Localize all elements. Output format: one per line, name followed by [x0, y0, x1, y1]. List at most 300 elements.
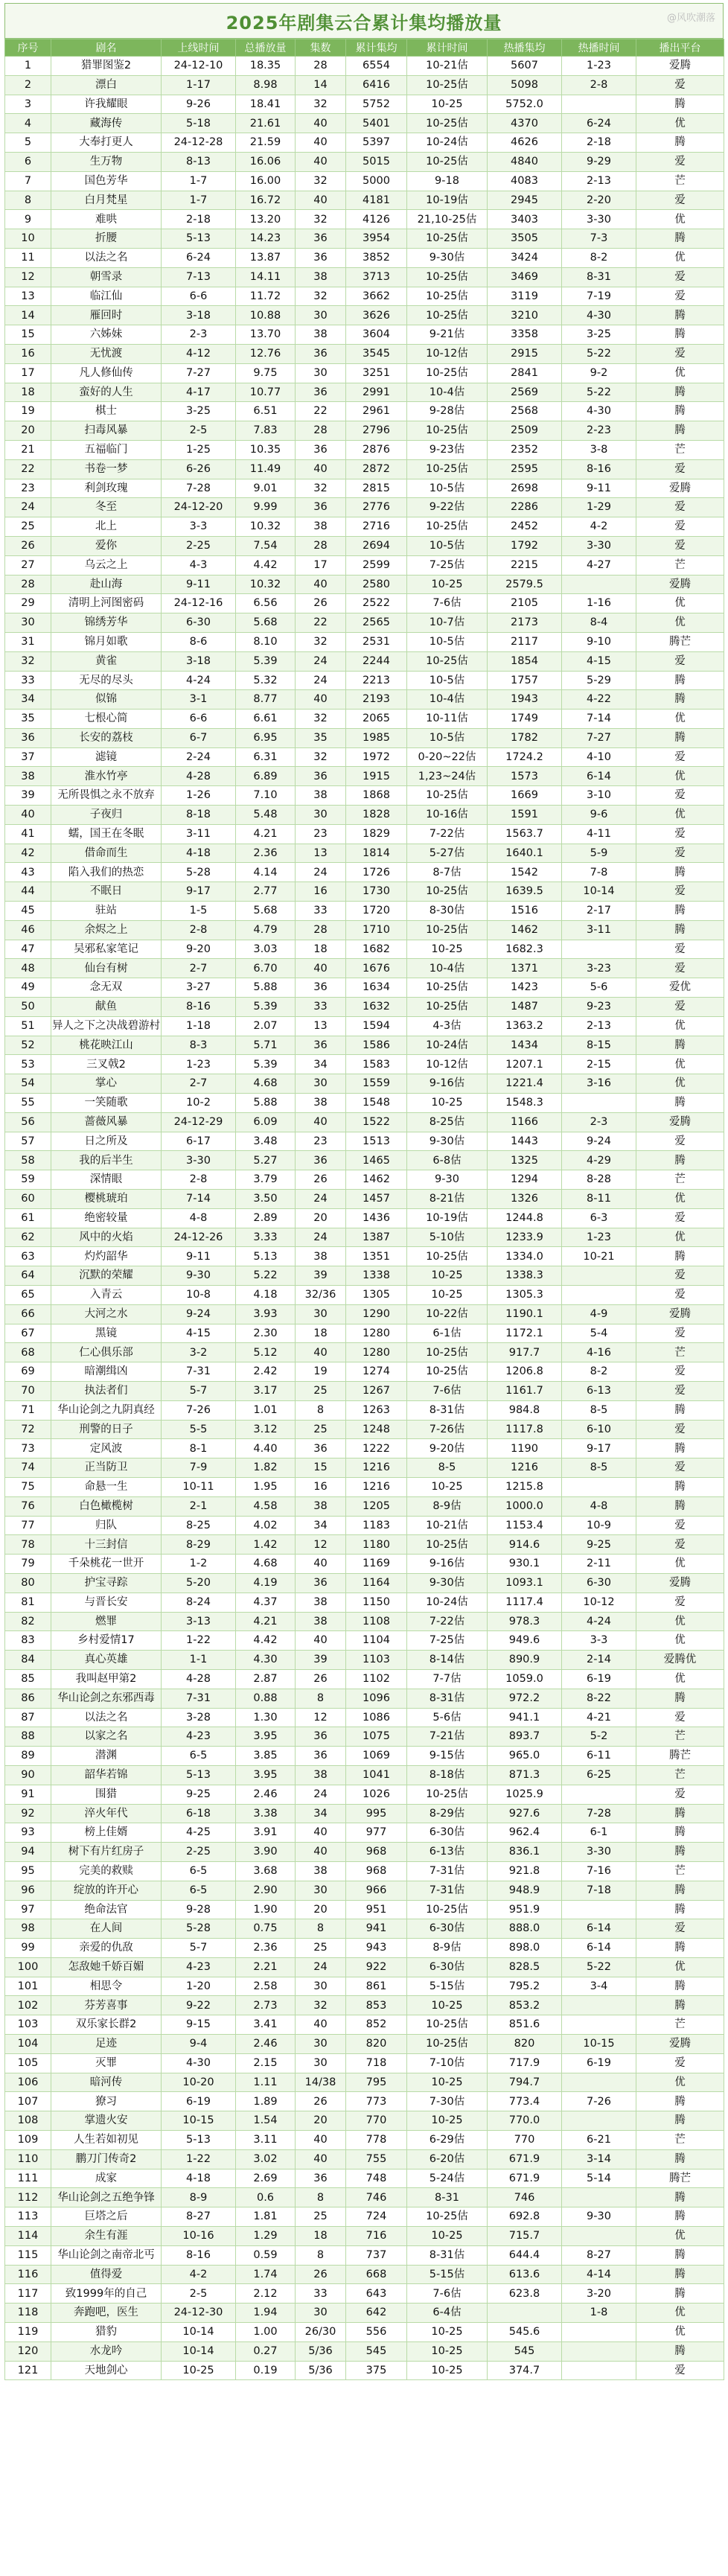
cell-cumulative-date: 10-4估 — [407, 690, 488, 710]
cell-cumulative-avg: 1351 — [346, 1247, 407, 1266]
cell-episodes: 36 — [296, 1439, 346, 1458]
cell-peak-date: 3-10 — [562, 786, 636, 806]
cell-peak-date: 8-5 — [562, 1458, 636, 1478]
cell-total-views: 6.70 — [236, 959, 296, 978]
cell-release-date: 5-28 — [162, 863, 236, 882]
cell-release-date: 8-18 — [162, 806, 236, 825]
cell-peak-date: 2-14 — [562, 1651, 636, 1670]
cell-cumulative-date: 6-20估 — [407, 2149, 488, 2169]
cell-release-date: 4-23 — [162, 1957, 236, 1977]
cell-platform: 爱 — [636, 1785, 724, 1804]
table-row — [5, 229, 724, 249]
cell-cumulative-date: 10-25估 — [407, 287, 488, 306]
cell-cumulative-avg: 1632 — [346, 998, 407, 1017]
table-row — [5, 479, 724, 498]
cell-index: 113 — [5, 2207, 51, 2227]
cell-cumulative-avg: 1280 — [346, 1343, 407, 1362]
table-row — [5, 1535, 724, 1555]
cell-peak-avg: 770 — [488, 2131, 562, 2150]
cell-total-views: 5.71 — [236, 1036, 296, 1055]
cell-cumulative-avg: 2694 — [346, 536, 407, 555]
table-row — [5, 2361, 724, 2380]
cell-peak-avg: 890.9 — [488, 1651, 562, 1670]
cell-episodes: 30 — [296, 1881, 346, 1900]
cell-episodes: 33 — [296, 998, 346, 1017]
cell-cumulative-date: 10-11估 — [407, 710, 488, 729]
cell-episodes: 30 — [296, 2053, 346, 2073]
cell-cumulative-avg: 2244 — [346, 651, 407, 671]
cell-title: 锦绣芳华 — [51, 613, 162, 633]
table-row — [5, 1420, 724, 1439]
table-row — [5, 344, 724, 363]
cell-episodes: 36 — [296, 1151, 346, 1170]
cell-total-views: 6.61 — [236, 710, 296, 729]
cell-total-views: 14.23 — [236, 229, 296, 249]
cell-cumulative-avg: 1594 — [346, 1016, 407, 1036]
cell-release-date: 10-20 — [162, 2073, 236, 2092]
cell-total-views: 16.00 — [236, 171, 296, 191]
ranking-sheet — [4, 3, 724, 2380]
cell-release-date: 5-7 — [162, 1939, 236, 1958]
cell-peak-date: 2-8 — [562, 75, 636, 95]
cell-release-date: 1-5 — [162, 902, 236, 921]
cell-release-date: 4-8 — [162, 1208, 236, 1228]
cell-peak-avg: 1325 — [488, 1151, 562, 1170]
cell-cumulative-avg: 1222 — [346, 1439, 407, 1458]
cell-cumulative-avg: 1263 — [346, 1400, 407, 1420]
cell-index: 94 — [5, 1843, 51, 1862]
cell-title: 难哄 — [51, 210, 162, 229]
cell-index: 86 — [5, 1689, 51, 1708]
cell-release-date: 2-8 — [162, 920, 236, 940]
cell-index: 109 — [5, 2131, 51, 2150]
cell-total-views: 3.41 — [236, 2015, 296, 2035]
cell-cumulative-date: 6-30估 — [407, 1823, 488, 1843]
cell-peak-avg: 1943 — [488, 690, 562, 710]
cell-episodes: 40 — [296, 2015, 346, 2035]
cell-episodes: 26/30 — [296, 2323, 346, 2342]
cell-episodes: 38 — [296, 1094, 346, 1113]
cell-peak-avg: 1682.3 — [488, 940, 562, 959]
cell-total-views: 0.59 — [236, 2245, 296, 2265]
table-row — [5, 555, 724, 575]
cell-index: 108 — [5, 2111, 51, 2131]
cell-peak-date — [562, 1094, 636, 1113]
cell-cumulative-avg: 2065 — [346, 710, 407, 729]
cell-platform: 优 — [636, 613, 724, 633]
cell-release-date: 5-13 — [162, 1765, 236, 1785]
cell-total-views: 8.77 — [236, 690, 296, 710]
cell-platform: 爱腾 — [636, 479, 724, 498]
cell-index: 72 — [5, 1420, 51, 1439]
cell-index: 6 — [5, 152, 51, 171]
cell-total-views: 2.73 — [236, 1996, 296, 2015]
cell-release-date: 9-11 — [162, 575, 236, 594]
cell-cumulative-avg: 748 — [346, 2169, 407, 2188]
cell-peak-date: 4-30 — [562, 402, 636, 421]
table-row — [5, 363, 724, 383]
cell-total-views: 2.36 — [236, 844, 296, 863]
cell-peak-date — [562, 1286, 636, 1305]
cell-release-date: 6-5 — [162, 1881, 236, 1900]
cell-cumulative-avg: 773 — [346, 2092, 407, 2111]
cell-peak-avg: 2105 — [488, 594, 562, 613]
cell-cumulative-avg: 861 — [346, 1977, 407, 1996]
cell-peak-avg: 2945 — [488, 191, 562, 210]
cell-peak-date: 3-14 — [562, 2149, 636, 2169]
cell-release-date: 3-30 — [162, 1151, 236, 1170]
cell-cumulative-date: 10-25估 — [407, 978, 488, 998]
cell-total-views: 4.21 — [236, 1612, 296, 1631]
cell-peak-date: 1-8 — [562, 2304, 636, 2323]
cell-platform: 爱腾 — [636, 1573, 724, 1593]
cell-title: 与晋长安 — [51, 1593, 162, 1612]
cell-total-views: 18.41 — [236, 95, 296, 114]
cell-title: 乡村爱情17 — [51, 1631, 162, 1651]
cell-title: 暗潮缉凶 — [51, 1362, 162, 1382]
table-row — [5, 210, 724, 229]
cell-total-views: 21.61 — [236, 114, 296, 133]
cell-title: 蔷薇风暴 — [51, 1112, 162, 1132]
cell-peak-avg: 1563.7 — [488, 824, 562, 844]
cell-release-date: 5-7 — [162, 1381, 236, 1400]
cell-total-views: 9.99 — [236, 498, 296, 517]
cell-peak-date: 9-10 — [562, 632, 636, 651]
cell-cumulative-date: 10-25 — [407, 2361, 488, 2380]
cell-index: 89 — [5, 1747, 51, 1766]
cell-index: 115 — [5, 2245, 51, 2265]
cell-total-views: 2.15 — [236, 2053, 296, 2073]
cell-index: 38 — [5, 767, 51, 786]
cell-title: 滤镜 — [51, 747, 162, 767]
cell-cumulative-avg: 2580 — [346, 575, 407, 594]
table-row — [5, 2227, 724, 2246]
cell-episodes: 15 — [296, 1458, 346, 1478]
cell-episodes: 30 — [296, 2035, 346, 2054]
cell-cumulative-date: 4-3估 — [407, 1016, 488, 1036]
cell-peak-date: 6-3 — [562, 1208, 636, 1228]
cell-total-views: 8.98 — [236, 75, 296, 95]
cell-peak-date: 2-18 — [562, 133, 636, 153]
cell-episodes: 39 — [296, 1266, 346, 1286]
cell-release-date: 3-13 — [162, 1612, 236, 1631]
cell-cumulative-avg: 2991 — [346, 383, 407, 402]
cell-cumulative-avg: 1915 — [346, 767, 407, 786]
cell-release-date: 3-25 — [162, 402, 236, 421]
cell-cumulative-avg: 1586 — [346, 1036, 407, 1055]
cell-cumulative-avg: 1180 — [346, 1535, 407, 1555]
header-index: 序号 — [5, 39, 51, 57]
cell-release-date: 7-27 — [162, 363, 236, 383]
cell-title: 树下有片红房子 — [51, 1843, 162, 1862]
table-row — [5, 133, 724, 153]
cell-episodes: 5/36 — [296, 2361, 346, 2380]
cell-platform: 爱腾 — [636, 1112, 724, 1132]
header-total-views: 总播放量 — [236, 39, 296, 57]
cell-peak-date: 5-22 — [562, 383, 636, 402]
cell-platform: 爱腾优 — [636, 1651, 724, 1670]
cell-release-date: 8-3 — [162, 1036, 236, 1055]
cell-index: 24 — [5, 498, 51, 517]
cell-platform: 腾 — [636, 1939, 724, 1958]
cell-index: 61 — [5, 1208, 51, 1228]
cell-release-date: 8-27 — [162, 2207, 236, 2227]
cell-platform: 优 — [636, 210, 724, 229]
cell-release-date: 6-5 — [162, 1861, 236, 1881]
cell-release-date: 6-6 — [162, 710, 236, 729]
cell-cumulative-date: 10-5估 — [407, 671, 488, 690]
cell-platform: 芒 — [636, 1765, 724, 1785]
cell-peak-avg: 1059.0 — [488, 1669, 562, 1689]
cell-cumulative-date: 10-5估 — [407, 632, 488, 651]
cell-cumulative-date: 9-30估 — [407, 1132, 488, 1151]
cell-index: 47 — [5, 940, 51, 959]
cell-peak-date: 2-11 — [562, 1555, 636, 1574]
cell-cumulative-date: 9-20估 — [407, 1439, 488, 1458]
cell-platform: 腾芒 — [636, 2169, 724, 2188]
cell-platform: 优 — [636, 2073, 724, 2092]
table-row — [5, 2207, 724, 2227]
table-row — [5, 402, 724, 421]
cell-index: 51 — [5, 1016, 51, 1036]
cell-peak-date: 4-10 — [562, 747, 636, 767]
cell-index: 4 — [5, 114, 51, 133]
cell-peak-avg: 914.6 — [488, 1535, 562, 1555]
cell-cumulative-date: 10-25估 — [407, 1785, 488, 1804]
table-row — [5, 1228, 724, 1247]
cell-episodes: 40 — [296, 1343, 346, 1362]
cell-index: 56 — [5, 1112, 51, 1132]
cell-release-date: 9-20 — [162, 940, 236, 959]
cell-index: 87 — [5, 1708, 51, 1727]
cell-index: 41 — [5, 824, 51, 844]
cell-peak-date: 1-23 — [562, 1228, 636, 1247]
title-bar — [4, 3, 724, 39]
cell-total-views: 16.72 — [236, 191, 296, 210]
cell-index: 2 — [5, 75, 51, 95]
cell-title: 奔跑吧，医生 — [51, 2304, 162, 2323]
cell-platform: 优 — [636, 1555, 724, 1574]
table-row — [5, 1861, 724, 1881]
cell-release-date: 1-1 — [162, 1651, 236, 1670]
cell-episodes: 20 — [296, 1208, 346, 1228]
cell-cumulative-avg: 1205 — [346, 1496, 407, 1516]
table-row — [5, 594, 724, 613]
cell-cumulative-date: 8-18估 — [407, 1765, 488, 1785]
cell-peak-avg: 1854 — [488, 651, 562, 671]
cell-cumulative-date: 5-27估 — [407, 844, 488, 863]
cell-episodes: 8 — [296, 1919, 346, 1939]
cell-cumulative-avg: 1305 — [346, 1286, 407, 1305]
cell-peak-avg: 1640.1 — [488, 844, 562, 863]
cell-index: 71 — [5, 1400, 51, 1420]
cell-title: 雁回时 — [51, 306, 162, 325]
table-row — [5, 383, 724, 402]
cell-cumulative-avg: 2815 — [346, 479, 407, 498]
table-row — [5, 1651, 724, 1670]
cell-platform: 腾 — [636, 1996, 724, 2015]
table-row — [5, 863, 724, 882]
cell-peak-avg: 1749 — [488, 710, 562, 729]
cell-peak-date: 10-15 — [562, 2035, 636, 2054]
cell-title: 一笑随歌 — [51, 1094, 162, 1113]
cell-total-views: 4.68 — [236, 1555, 296, 1574]
cell-peak-avg: 1166 — [488, 1112, 562, 1132]
cell-peak-date: 4-15 — [562, 651, 636, 671]
cell-peak-date: 4-27 — [562, 555, 636, 575]
cell-peak-date: 3-3 — [562, 1631, 636, 1651]
cell-peak-date: 8-22 — [562, 1689, 636, 1708]
cell-release-date: 1-22 — [162, 2149, 236, 2169]
cell-release-date: 4-18 — [162, 844, 236, 863]
cell-release-date: 6-7 — [162, 728, 236, 747]
cell-cumulative-avg: 746 — [346, 2188, 407, 2207]
cell-cumulative-date: 8-31 — [407, 2188, 488, 2207]
cell-cumulative-avg: 643 — [346, 2284, 407, 2304]
table-row — [5, 613, 724, 633]
cell-peak-avg: 1190.1 — [488, 1304, 562, 1324]
cell-episodes: 36 — [296, 440, 346, 459]
cell-index: 117 — [5, 2284, 51, 2304]
cell-cumulative-avg: 1868 — [346, 786, 407, 806]
cell-episodes: 30 — [296, 1304, 346, 1324]
cell-episodes: 14 — [296, 75, 346, 95]
cell-release-date: 9-30 — [162, 1266, 236, 1286]
cell-title: 以家之名 — [51, 1727, 162, 1747]
cell-platform: 腾芒 — [636, 1747, 724, 1766]
cell-release-date: 4-25 — [162, 1823, 236, 1843]
cell-cumulative-date: 7-25估 — [407, 555, 488, 575]
cell-release-date: 1-22 — [162, 1631, 236, 1651]
cell-peak-avg: 941.1 — [488, 1708, 562, 1727]
table-row — [5, 2092, 724, 2111]
cell-total-views: 4.79 — [236, 920, 296, 940]
cell-title: 深情眼 — [51, 1170, 162, 1190]
cell-cumulative-date: 7-31估 — [407, 1881, 488, 1900]
cell-title: 我的后半生 — [51, 1151, 162, 1170]
cell-index: 88 — [5, 1727, 51, 1747]
cell-cumulative-date: 10-25估 — [407, 229, 488, 249]
table-row — [5, 1996, 724, 2015]
table-row — [5, 114, 724, 133]
cell-index: 39 — [5, 786, 51, 806]
cell-platform: 腾 — [636, 1689, 724, 1708]
cell-peak-date — [562, 1477, 636, 1496]
cell-peak-avg: 545 — [488, 2341, 562, 2361]
cell-peak-avg: 930.1 — [488, 1555, 562, 1574]
cell-platform: 爱 — [636, 1516, 724, 1535]
cell-episodes: 25 — [296, 1939, 346, 1958]
cell-index: 92 — [5, 1804, 51, 1823]
cell-episodes: 39 — [296, 1651, 346, 1670]
cell-peak-date: 4-16 — [562, 1343, 636, 1362]
table-row — [5, 2245, 724, 2265]
cell-cumulative-avg: 1829 — [346, 824, 407, 844]
table-row — [5, 671, 724, 690]
cell-platform: 腾 — [636, 863, 724, 882]
cell-episodes: 38 — [296, 1765, 346, 1785]
cell-platform: 腾 — [636, 1477, 724, 1496]
cell-release-date: 5-28 — [162, 1919, 236, 1939]
cell-episodes: 25 — [296, 1381, 346, 1400]
cell-peak-date: 1-16 — [562, 594, 636, 613]
cell-platform: 腾 — [636, 2149, 724, 2169]
cell-total-views: 2.46 — [236, 1785, 296, 1804]
cell-index: 49 — [5, 978, 51, 998]
cell-total-views: 5.12 — [236, 1343, 296, 1362]
cell-cumulative-date: 10-19估 — [407, 191, 488, 210]
cell-title: 书卷一梦 — [51, 459, 162, 479]
cell-total-views: 7.54 — [236, 536, 296, 555]
cell-title: 大奉打更人 — [51, 133, 162, 153]
cell-title: 值得爱 — [51, 2265, 162, 2284]
cell-title: 借命而生 — [51, 844, 162, 863]
cell-title: 漂白 — [51, 75, 162, 95]
cell-title: 成家 — [51, 2169, 162, 2188]
cell-platform: 腾 — [636, 1400, 724, 1420]
cell-title: 华山论剑之东邪西毒 — [51, 1689, 162, 1708]
cell-cumulative-date: 10-16估 — [407, 806, 488, 825]
cell-title: 余生有涯 — [51, 2227, 162, 2246]
cell-peak-date: 7-18 — [562, 1881, 636, 1900]
cell-index: 98 — [5, 1919, 51, 1939]
cell-peak-date: 1-29 — [562, 498, 636, 517]
cell-peak-avg: 4083 — [488, 171, 562, 191]
cell-cumulative-date: 10-5估 — [407, 479, 488, 498]
cell-title: 护宝寻踪 — [51, 1573, 162, 1593]
cell-release-date: 8-16 — [162, 2245, 236, 2265]
cell-total-views: 4.58 — [236, 1496, 296, 1516]
cell-platform: 爱 — [636, 267, 724, 287]
cell-cumulative-date: 7-30估 — [407, 2092, 488, 2111]
cell-title: 驻站 — [51, 902, 162, 921]
cell-platform: 优 — [636, 1074, 724, 1094]
cell-platform: 优 — [636, 1190, 724, 1209]
cell-cumulative-avg: 3662 — [346, 287, 407, 306]
cell-title: 棋士 — [51, 402, 162, 421]
cell-peak-date: 6-25 — [562, 1765, 636, 1785]
cell-peak-date: 2-3 — [562, 1112, 636, 1132]
cell-index: 107 — [5, 2092, 51, 2111]
cell-platform: 优 — [636, 114, 724, 133]
cell-release-date: 24-12-20 — [162, 498, 236, 517]
cell-cumulative-avg: 3626 — [346, 306, 407, 325]
cell-platform: 爱 — [636, 940, 724, 959]
cell-total-views: 5.13 — [236, 1247, 296, 1266]
cell-cumulative-date: 10-25估 — [407, 363, 488, 383]
cell-peak-date — [562, 940, 636, 959]
cell-release-date: 2-18 — [162, 210, 236, 229]
cell-total-views: 1.94 — [236, 2304, 296, 2323]
cell-episodes: 32 — [296, 171, 346, 191]
cell-title: 仁心俱乐部 — [51, 1343, 162, 1362]
cell-peak-date: 9-30 — [562, 2207, 636, 2227]
cell-platform: 爱腾 — [636, 2035, 724, 2054]
cell-platform: 腾 — [636, 728, 724, 747]
cell-peak-date — [562, 1900, 636, 1919]
cell-peak-avg: 1669 — [488, 786, 562, 806]
cell-peak-date: 8-28 — [562, 1170, 636, 1190]
cell-episodes: 24 — [296, 1957, 346, 1977]
cell-cumulative-date: 0-20~22估 — [407, 747, 488, 767]
cell-cumulative-avg: 951 — [346, 1900, 407, 1919]
cell-release-date: 4-23 — [162, 1727, 236, 1747]
cell-platform: 腾 — [636, 920, 724, 940]
cell-cumulative-date: 9-21估 — [407, 325, 488, 345]
cell-platform: 腾 — [636, 229, 724, 249]
cell-cumulative-avg: 1169 — [346, 1555, 407, 1574]
cell-episodes: 36 — [296, 1727, 346, 1747]
